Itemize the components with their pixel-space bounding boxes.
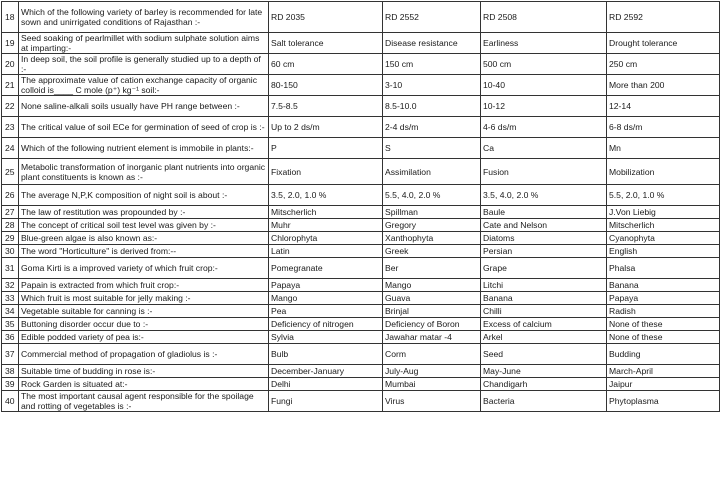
option-b: Spillman bbox=[383, 206, 481, 219]
option-d: More than 200 bbox=[607, 75, 720, 96]
table-row bbox=[2, 258, 720, 279]
option-b: RD 2552 bbox=[383, 2, 481, 33]
table-row bbox=[2, 159, 720, 185]
question-number: 36 bbox=[2, 331, 19, 344]
option-b: 5.5, 4.0, 2.0 % bbox=[383, 185, 481, 206]
option-d: Mobilization bbox=[607, 159, 720, 185]
option-b: Virus bbox=[383, 391, 481, 412]
option-a: Mango bbox=[269, 292, 383, 305]
question-number: 31 bbox=[2, 258, 19, 279]
option-a: Up to 2 ds/m bbox=[269, 117, 383, 138]
question-text: Which of the following variety of barley is recommended for late sown and unirrigated conditions of Rajasthan :- bbox=[19, 2, 269, 33]
question-number: 26 bbox=[2, 185, 19, 206]
option-d: Drought tolerance bbox=[607, 33, 720, 54]
table-row bbox=[2, 117, 720, 138]
option-d: Jaipur bbox=[607, 378, 720, 391]
option-c: 3.5, 4.0, 2.0 % bbox=[481, 185, 607, 206]
option-c: Litchi bbox=[481, 279, 607, 292]
table-row bbox=[2, 185, 720, 206]
table-row bbox=[2, 232, 720, 245]
table-row bbox=[2, 75, 720, 96]
option-b: 150 cm bbox=[383, 54, 481, 75]
option-c: Arkel bbox=[481, 331, 607, 344]
question-number: 18 bbox=[2, 2, 19, 33]
option-b: Gregory bbox=[383, 219, 481, 232]
question-number: 37 bbox=[2, 344, 19, 365]
option-c: 10-40 bbox=[481, 75, 607, 96]
option-d: None of these bbox=[607, 318, 720, 331]
question-number: 24 bbox=[2, 138, 19, 159]
question-text: The law of restitution was propounded by :- bbox=[19, 206, 269, 219]
option-b: Jawahar matar -4 bbox=[383, 331, 481, 344]
table-row bbox=[2, 331, 720, 344]
option-a: Latin bbox=[269, 245, 383, 258]
option-c: Seed bbox=[481, 344, 607, 365]
table-row bbox=[2, 206, 720, 219]
option-a: December-January bbox=[269, 365, 383, 378]
question-text: Which fruit is most suitable for jelly making :- bbox=[19, 292, 269, 305]
table-row bbox=[2, 245, 720, 258]
option-d: Banana bbox=[607, 279, 720, 292]
option-d: Phalsa bbox=[607, 258, 720, 279]
table-row bbox=[2, 378, 720, 391]
question-text: Seed soaking of pearlmillet with sodium sulphate solution aims at imparting:- bbox=[19, 33, 269, 54]
question-text: Which of the following nutrient element is immobile in plants:- bbox=[19, 138, 269, 159]
question-text: The concept of critical soil test level was given by :- bbox=[19, 219, 269, 232]
question-number: 29 bbox=[2, 232, 19, 245]
option-a: Deficiency of nitrogen bbox=[269, 318, 383, 331]
option-c: Cate and Nelson bbox=[481, 219, 607, 232]
option-c: Chilli bbox=[481, 305, 607, 318]
table-row bbox=[2, 96, 720, 117]
question-number: 38 bbox=[2, 365, 19, 378]
question-number: 40 bbox=[2, 391, 19, 412]
question-text: Metabolic transformation of inorganic plant nutrients into organic plant constituents is known as :- bbox=[19, 159, 269, 185]
option-b: Deficiency of Boron bbox=[383, 318, 481, 331]
question-number: 32 bbox=[2, 279, 19, 292]
option-b: S bbox=[383, 138, 481, 159]
question-number: 28 bbox=[2, 219, 19, 232]
table-row bbox=[2, 2, 720, 33]
option-a: P bbox=[269, 138, 383, 159]
option-c: Fusion bbox=[481, 159, 607, 185]
option-a: Papaya bbox=[269, 279, 383, 292]
option-d: Phytoplasma bbox=[607, 391, 720, 412]
option-c: Baule bbox=[481, 206, 607, 219]
option-c: Persian bbox=[481, 245, 607, 258]
option-d: 250 cm bbox=[607, 54, 720, 75]
option-d: March-April bbox=[607, 365, 720, 378]
question-number: 34 bbox=[2, 305, 19, 318]
option-a: Chlorophyta bbox=[269, 232, 383, 245]
option-b: 3-10 bbox=[383, 75, 481, 96]
question-table-body bbox=[2, 2, 720, 412]
option-c: Banana bbox=[481, 292, 607, 305]
option-c: May-June bbox=[481, 365, 607, 378]
question-text: The approximate value of cation exchange capacity of organic colloid is____ C mole (p⁺) kg⁻¹ soil:- bbox=[19, 75, 269, 96]
option-b: Corm bbox=[383, 344, 481, 365]
option-b: 8.5-10.0 bbox=[383, 96, 481, 117]
option-c: Excess of calcium bbox=[481, 318, 607, 331]
option-c: Diatoms bbox=[481, 232, 607, 245]
question-text: Blue-green algae is also known as:- bbox=[19, 232, 269, 245]
option-d: 5.5, 2.0, 1.0 % bbox=[607, 185, 720, 206]
question-text: Commercial method of propagation of gladiolus is :- bbox=[19, 344, 269, 365]
question-text: None saline-alkali soils usually have PH range between :- bbox=[19, 96, 269, 117]
option-c: 500 cm bbox=[481, 54, 607, 75]
question-number: 33 bbox=[2, 292, 19, 305]
question-number: 39 bbox=[2, 378, 19, 391]
option-a: Bulb bbox=[269, 344, 383, 365]
option-d: English bbox=[607, 245, 720, 258]
option-d: RD 2592 bbox=[607, 2, 720, 33]
question-text: The average N,P,K composition of night soil is about :- bbox=[19, 185, 269, 206]
question-number: 21 bbox=[2, 75, 19, 96]
table-row bbox=[2, 138, 720, 159]
option-a: 3.5, 2.0, 1.0 % bbox=[269, 185, 383, 206]
option-a: Delhi bbox=[269, 378, 383, 391]
question-number: 20 bbox=[2, 54, 19, 75]
option-d: Mitscherlich bbox=[607, 219, 720, 232]
option-b: Guava bbox=[383, 292, 481, 305]
question-number: 22 bbox=[2, 96, 19, 117]
option-a: 80-150 bbox=[269, 75, 383, 96]
option-b: Disease resistance bbox=[383, 33, 481, 54]
option-a: 7.5-8.5 bbox=[269, 96, 383, 117]
option-a: Salt tolerance bbox=[269, 33, 383, 54]
table-row bbox=[2, 305, 720, 318]
table-row bbox=[2, 344, 720, 365]
table-row bbox=[2, 219, 720, 232]
option-d: 6-8 ds/m bbox=[607, 117, 720, 138]
table-row bbox=[2, 391, 720, 412]
question-number: 23 bbox=[2, 117, 19, 138]
option-d: Budding bbox=[607, 344, 720, 365]
option-b: July-Aug bbox=[383, 365, 481, 378]
question-text: Buttoning disorder occur due to :- bbox=[19, 318, 269, 331]
option-a: Pea bbox=[269, 305, 383, 318]
option-d: Papaya bbox=[607, 292, 720, 305]
question-number: 19 bbox=[2, 33, 19, 54]
question-text: The critical value of soil ECe for germination of seed of crop is :- bbox=[19, 117, 269, 138]
option-b: Brinjal bbox=[383, 305, 481, 318]
option-c: 4-6 ds/m bbox=[481, 117, 607, 138]
table-row bbox=[2, 292, 720, 305]
option-b: Assimilation bbox=[383, 159, 481, 185]
option-a: Pomegranate bbox=[269, 258, 383, 279]
option-c: Chandigarh bbox=[481, 378, 607, 391]
table-row bbox=[2, 318, 720, 331]
table-row bbox=[2, 33, 720, 54]
option-a: RD 2035 bbox=[269, 2, 383, 33]
question-text: Suitable time of budding in rose is:- bbox=[19, 365, 269, 378]
question-text: Papain is extracted from which fruit crop:- bbox=[19, 279, 269, 292]
table-row bbox=[2, 365, 720, 378]
question-text: Vegetable suitable for canning is :- bbox=[19, 305, 269, 318]
option-d: Radish bbox=[607, 305, 720, 318]
option-b: Xanthophyta bbox=[383, 232, 481, 245]
question-text: The word "Horticulture" is derived from:-- bbox=[19, 245, 269, 258]
option-a: Fungi bbox=[269, 391, 383, 412]
option-d: Cyanophyta bbox=[607, 232, 720, 245]
option-a: Sylvia bbox=[269, 331, 383, 344]
question-table bbox=[1, 1, 720, 412]
question-number: 27 bbox=[2, 206, 19, 219]
question-number: 30 bbox=[2, 245, 19, 258]
question-number: 35 bbox=[2, 318, 19, 331]
option-d: J.Von Liebig bbox=[607, 206, 720, 219]
option-c: RD 2508 bbox=[481, 2, 607, 33]
table-row bbox=[2, 279, 720, 292]
option-c: 10-12 bbox=[481, 96, 607, 117]
option-a: 60 cm bbox=[269, 54, 383, 75]
question-text: The most important causal agent responsible for the spoilage and rotting of vegetables is :- bbox=[19, 391, 269, 412]
question-text: Goma Kirti is a improved variety of which fruit crop:- bbox=[19, 258, 269, 279]
option-d: None of these bbox=[607, 331, 720, 344]
option-b: Ber bbox=[383, 258, 481, 279]
option-a: Muhr bbox=[269, 219, 383, 232]
option-c: Bacteria bbox=[481, 391, 607, 412]
question-text: Edible podded variety of pea is:- bbox=[19, 331, 269, 344]
question-text: Rock Garden is situated at:- bbox=[19, 378, 269, 391]
option-a: Fixation bbox=[269, 159, 383, 185]
option-c: Grape bbox=[481, 258, 607, 279]
option-a: Mitscherlich bbox=[269, 206, 383, 219]
option-b: 2-4 ds/m bbox=[383, 117, 481, 138]
question-text: In deep soil, the soil profile is generally studied up to a depth of :- bbox=[19, 54, 269, 75]
option-b: Mumbai bbox=[383, 378, 481, 391]
option-d: 12-14 bbox=[607, 96, 720, 117]
option-b: Mango bbox=[383, 279, 481, 292]
option-c: Ca bbox=[481, 138, 607, 159]
option-d: Mn bbox=[607, 138, 720, 159]
option-c: Earliness bbox=[481, 33, 607, 54]
option-b: Greek bbox=[383, 245, 481, 258]
table-row bbox=[2, 54, 720, 75]
question-number: 25 bbox=[2, 159, 19, 185]
